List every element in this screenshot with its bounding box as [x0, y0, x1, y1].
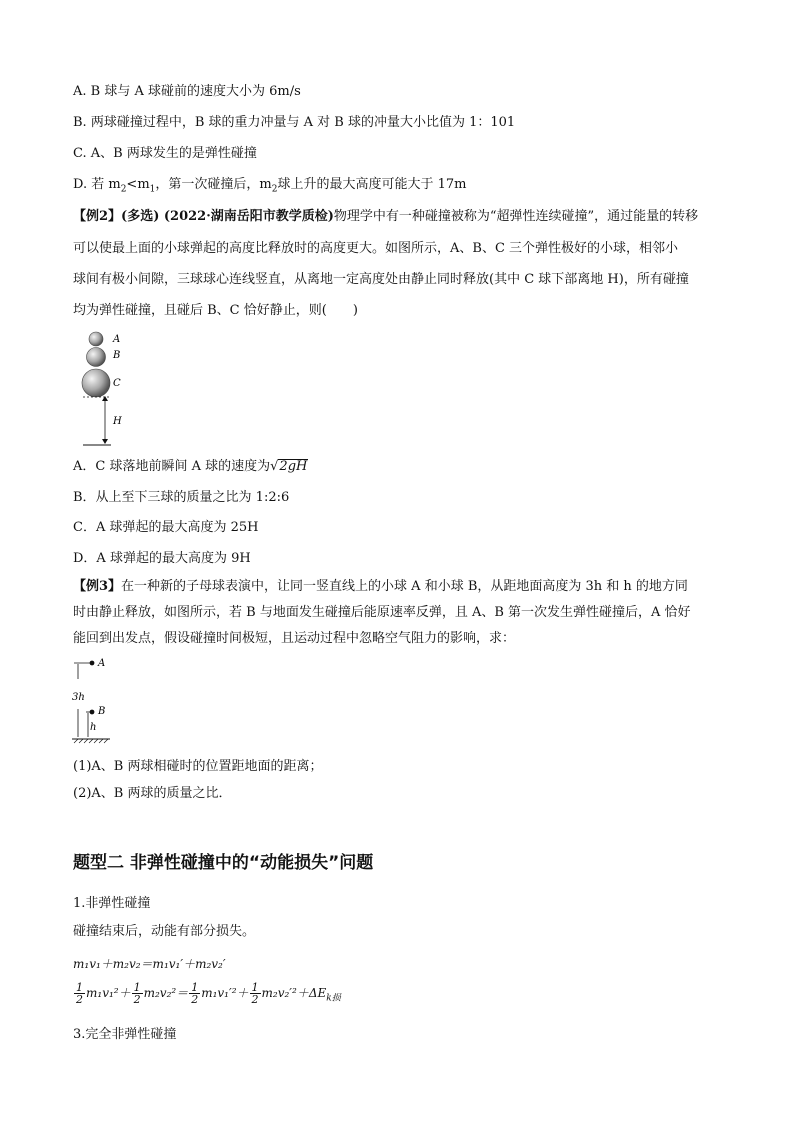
option-c: C. A、B 两球发生的是弹性碰撞: [73, 146, 257, 161]
ex2-line4: 均为弹性碰撞，且碰后 B、C 恰好静止，则( ): [73, 303, 358, 318]
item1-title: 1.非弹性碰撞: [73, 896, 151, 911]
ball-c: [82, 369, 110, 397]
ball-b-dot: [90, 710, 95, 715]
momentum-equation: m₁v₁＋m₂v₂＝m₁v₁′＋m₂v₂′: [73, 957, 226, 971]
ex2-option-b: B．从上至下三球的质量之比为 1:2:6: [73, 490, 290, 505]
ex3-q2: (2)A、B 两球的质量之比．: [73, 786, 232, 801]
label-c: C: [113, 378, 121, 389]
label-b: B: [113, 350, 121, 361]
item1-desc: 碰撞结束后，动能有部分损失。: [73, 924, 256, 939]
ex3-text1: 在一种新的子母球表演中，让同一竖直线上的小球 A 和小球 B，从距地面高度为 3h 和 h 的地方同: [121, 579, 688, 594]
ex2-tag: 【例2】: [73, 209, 122, 224]
option-d-prefix: D. 若 m: [73, 177, 121, 192]
energy-equation: $\frac{1}{2}$ m₁v₁²＋ $\frac{1}{2}$ m₂v₂²＝ $\frac{1}{2}$ m₁v₁′²＋ $\frac{1}{2}$ $m_2v_2'^2+\Delta E_{k损}$: [76, 981, 341, 1006]
ex2-source: (多选) (2022·湖南岳阳市教学质检): [121, 209, 334, 224]
ex3-label-b: B: [98, 706, 106, 717]
label-a: A: [113, 334, 121, 345]
ex3-line3: 能回到出发点，假设碰撞时间极短，且运动过程中忽略空气阻力的影响，求：: [73, 631, 516, 646]
ex2-figure: [75, 328, 155, 450]
label-h: H: [113, 416, 122, 427]
ex3-label-h: h: [90, 722, 97, 733]
ground-hatch: [74, 739, 108, 743]
ex2-text1: 物理学中有一种碰撞被称为“超弹性连续碰撞”，通过能量的转移: [333, 209, 699, 224]
ex3-tag: 【例3】: [73, 579, 122, 594]
ex2-option-c: C．A 球弹起的最大高度为 25H: [73, 520, 259, 535]
ex2-line2: 可以使最上面的小球弹起的高度比释放时的高度更大。如图所示，A、B、C 三个弹性极好的小球，相邻小: [73, 241, 679, 256]
option-d-suffix: 球上升的最大高度可能大于 17m: [277, 177, 467, 192]
ex3-figure: [70, 655, 130, 747]
ex3-label-3h: 3h: [72, 692, 85, 703]
option-b: B. 两球碰撞过程中，B 球的重力冲量与 A 对 B 球的冲量大小比值为 1：101: [73, 115, 516, 130]
ex2-line1: [73, 208, 698, 226]
ex2-option-d: D．A 球弹起的最大高度为 9H: [73, 551, 251, 566]
ex3-line2: 时由静止释放，如图所示，若 B 与地面发生碰撞后能原速率反弹，且 A、B 第一次发生弹性碰撞后，A 恰好: [73, 605, 691, 620]
ball-b: [87, 348, 106, 367]
ex3-line1: [73, 578, 688, 596]
option-d: D. 若 $m_2<m_1$，第一次碰撞后，$m_2$球上升的最大高度可能大于 17m: [73, 177, 467, 195]
ex2-line3: 球间有极小间隙，三球球心连线竖直，从离地一定高度处由静止同时释放(其中 C 球下部离地 H)，所有碰撞: [73, 272, 689, 287]
ex2-option-a: A．C 球落地前瞬间 A 球的速度为√2gH: [73, 459, 308, 474]
ex3-label-a: A: [98, 658, 106, 669]
section-title: 题型二 非弹性碰撞中的“动能损失”问题: [73, 853, 374, 873]
item3-title: 3.完全非弹性碰撞: [73, 1027, 177, 1042]
option-a: A. B 球与 A 球碰前的速度大小为 6m/s: [73, 84, 301, 99]
ex2-option-a-text: A．C 球落地前瞬间 A 球的速度为: [73, 459, 271, 474]
sqrt-2gh: 2gH: [279, 459, 308, 474]
ex3-q1: (1)A、B 两球相碰时的位置距地面的距离；: [73, 759, 323, 774]
option-d-mid: ，第一次碰撞后，m: [155, 177, 272, 192]
ball-a: [89, 332, 103, 346]
ball-a-dot: [90, 661, 95, 666]
